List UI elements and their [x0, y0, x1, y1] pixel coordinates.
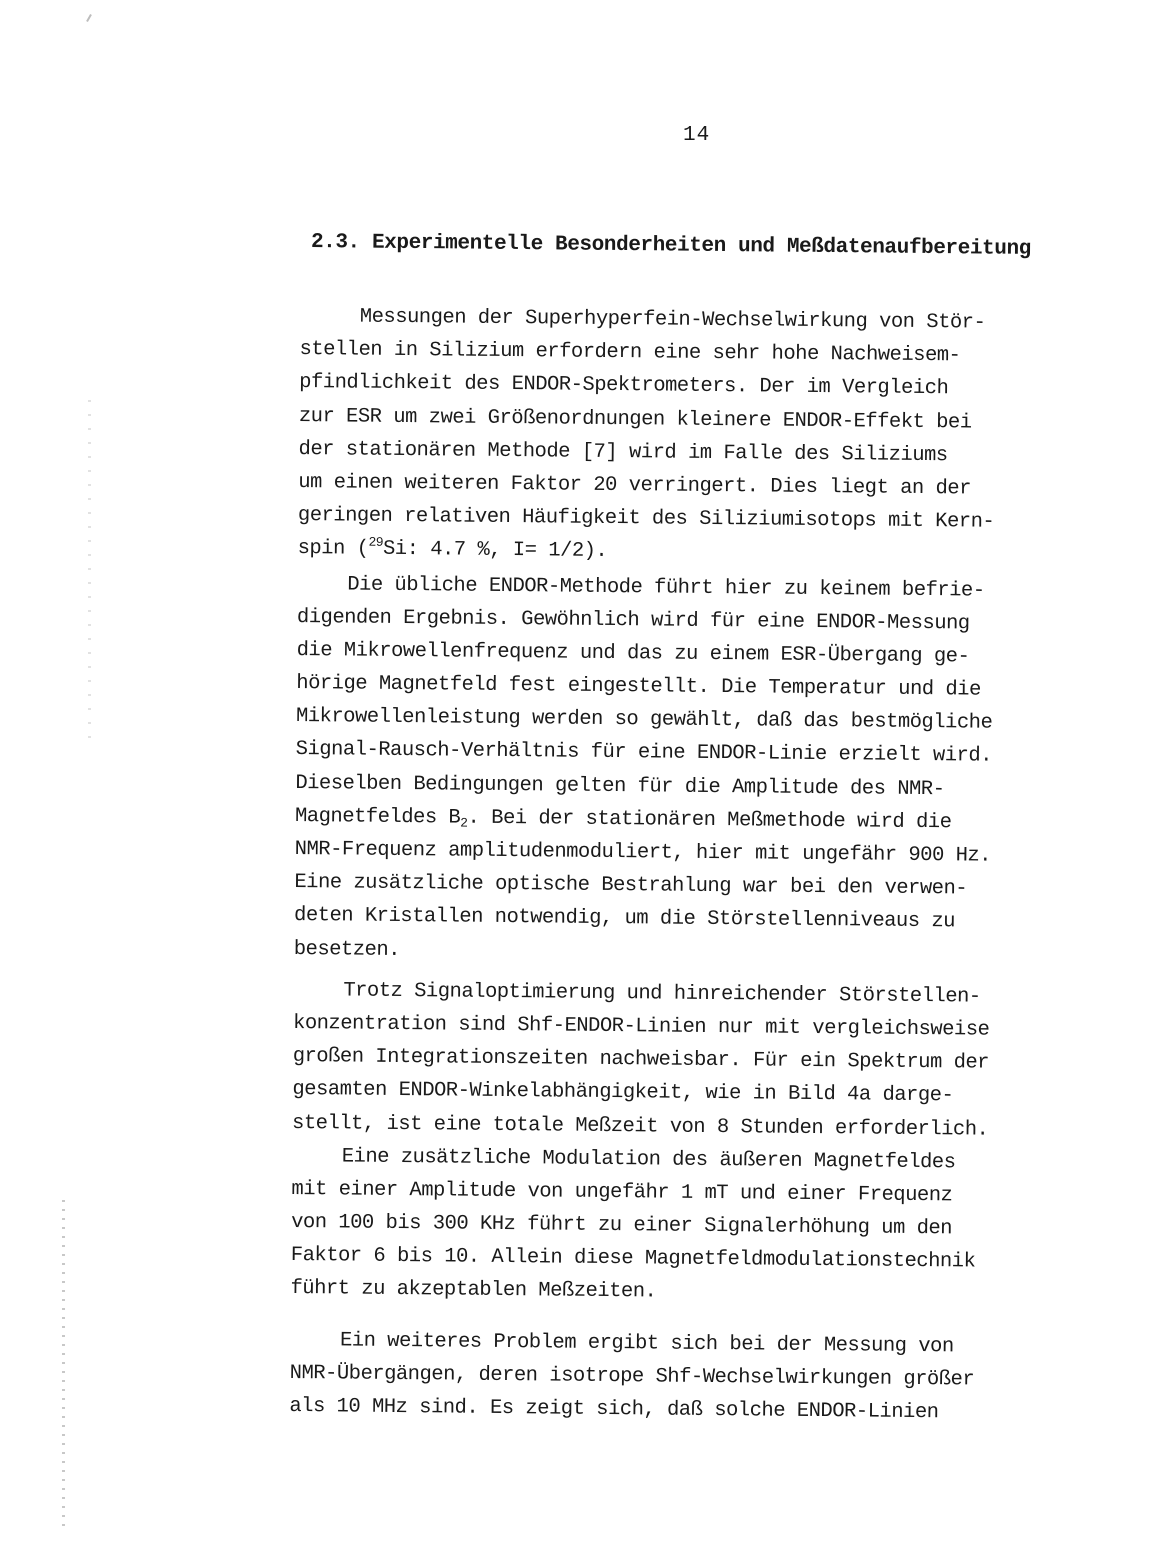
text-line: zur ESR um zwei Größenordnungen kleinere ENDOR-Effekt bei	[298, 404, 972, 435]
text-fragment: Si: 4.7 %, I= 1/2).	[382, 538, 608, 564]
text-fragment: spin (	[297, 537, 369, 561]
paragraph-5	[289, 1324, 1090, 1431]
scan-margin-noise	[62, 1200, 65, 1530]
paragraph-4	[290, 1140, 1092, 1314]
isotope-mass-number: 29	[368, 534, 384, 551]
text-line: Faktor 6 bis 10. Allein diese Magnetfeldmodulationstechnik	[290, 1244, 976, 1274]
paragraph-3	[292, 974, 1094, 1148]
text-line: großen Integrationszeiten nachweisbar. Für ein Spektrum der	[292, 1045, 990, 1075]
text-line: mit einer Amplitude von ungefähr 1 mT und einer Frequenz	[291, 1177, 953, 1208]
paragraph-1	[297, 300, 1100, 573]
text-line: stellt, ist eine totale Meßzeit von 8 Stunden erforderlich.	[291, 1111, 989, 1142]
text-line: digenden Ergebnis. Gewöhnlich wird für eine ENDOR-Messung	[296, 605, 970, 636]
text-line: pfindlichkeit des ENDOR-Spektrometers. Der im Vergleich	[299, 371, 949, 401]
scan-margin-noise	[88, 400, 91, 740]
text-line: die Mikrowellenfrequenz und das zu einem ESR-Übergang ge-	[296, 638, 970, 669]
page-number: 14	[683, 124, 711, 147]
text-line: Messungen der Superhyperfein-Wechselwirkung von Stör-	[359, 305, 986, 335]
text-line: stellen in Silizium erfordern eine sehr hohe Nachweisem-	[299, 338, 961, 368]
section-heading: 2.3. Experimentelle Besonderheiten und Meßdatenaufbereitung	[310, 231, 1031, 261]
text-line: Signal-Rausch-Verhältnis für eine ENDOR-Linie erzielt wird.	[295, 738, 993, 769]
text-line: Die übliche ENDOR-Methode führt hier zu keinem befrie-	[347, 572, 985, 603]
field-subscript: 2	[460, 815, 468, 831]
text-line: um einen weiteren Faktor 20 verringert. Dies liegt an der	[298, 470, 972, 501]
text-line: gesamten ENDOR-Winkelabhängigkeit, wie in Bild 4a darge-	[292, 1078, 954, 1108]
text-line: als 10 MHz sind. Es zeigt sich, daß solche ENDOR-Linien	[289, 1394, 939, 1425]
text-line: Trotz Signaloptimierung und hinreichender Störstellen-	[343, 979, 981, 1009]
text-line: besetzen.	[293, 937, 401, 962]
text-line: Eine zusätzliche optische Bestrahlung war bei den verwen-	[294, 871, 968, 901]
text-line: der stationären Methode [7] wird im Falle des Siliziums	[298, 437, 948, 467]
text-line: Eine zusätzliche Modulation des äußeren Magnetfeldes	[341, 1145, 956, 1175]
text-line: führt zu akzeptablen Meßzeiten.	[290, 1277, 657, 1304]
text-line: Mikrowellenleistung werden so gewählt, daß das bestmögliche	[295, 705, 993, 735]
text-line: Dieselben Bedingungen gelten für die Amplitude des NMR-	[295, 771, 945, 801]
text-line: hörige Magnetfeld fest eingestellt. Die Temperatur und die	[296, 672, 981, 702]
scan-artifact	[86, 14, 92, 22]
text-line: konzentration sind Shf-ENDOR-Linien nur mit vergleichsweise	[292, 1011, 990, 1042]
text-fragment: Magnetfeldes B	[294, 804, 461, 830]
paragraph-2	[294, 567, 1098, 973]
text-line: von 100 bis 300 KHz führt zu einer Signalerhöhung um den	[291, 1211, 953, 1241]
body-text	[289, 300, 1100, 1431]
text-fragment: . Bei der stationären Meßmethode wird die	[467, 806, 952, 835]
text-line: Ein weiteres Problem ergibt sich bei der Messung von	[339, 1329, 954, 1358]
text-line: deten Kristallen notwendig, um die Störstellenniveaus zu	[293, 904, 956, 934]
text-line: geringen relativen Häufigkeit des Siliziumisotops mit Kern-	[297, 504, 995, 534]
text-line: NMR-Übergängen, deren isotrope Shf-Wechselwirkungen größer	[289, 1361, 975, 1392]
text-line: NMR-Frequenz amplitudenmoduliert, hier mit ungefähr 900 Hz.	[294, 837, 992, 868]
